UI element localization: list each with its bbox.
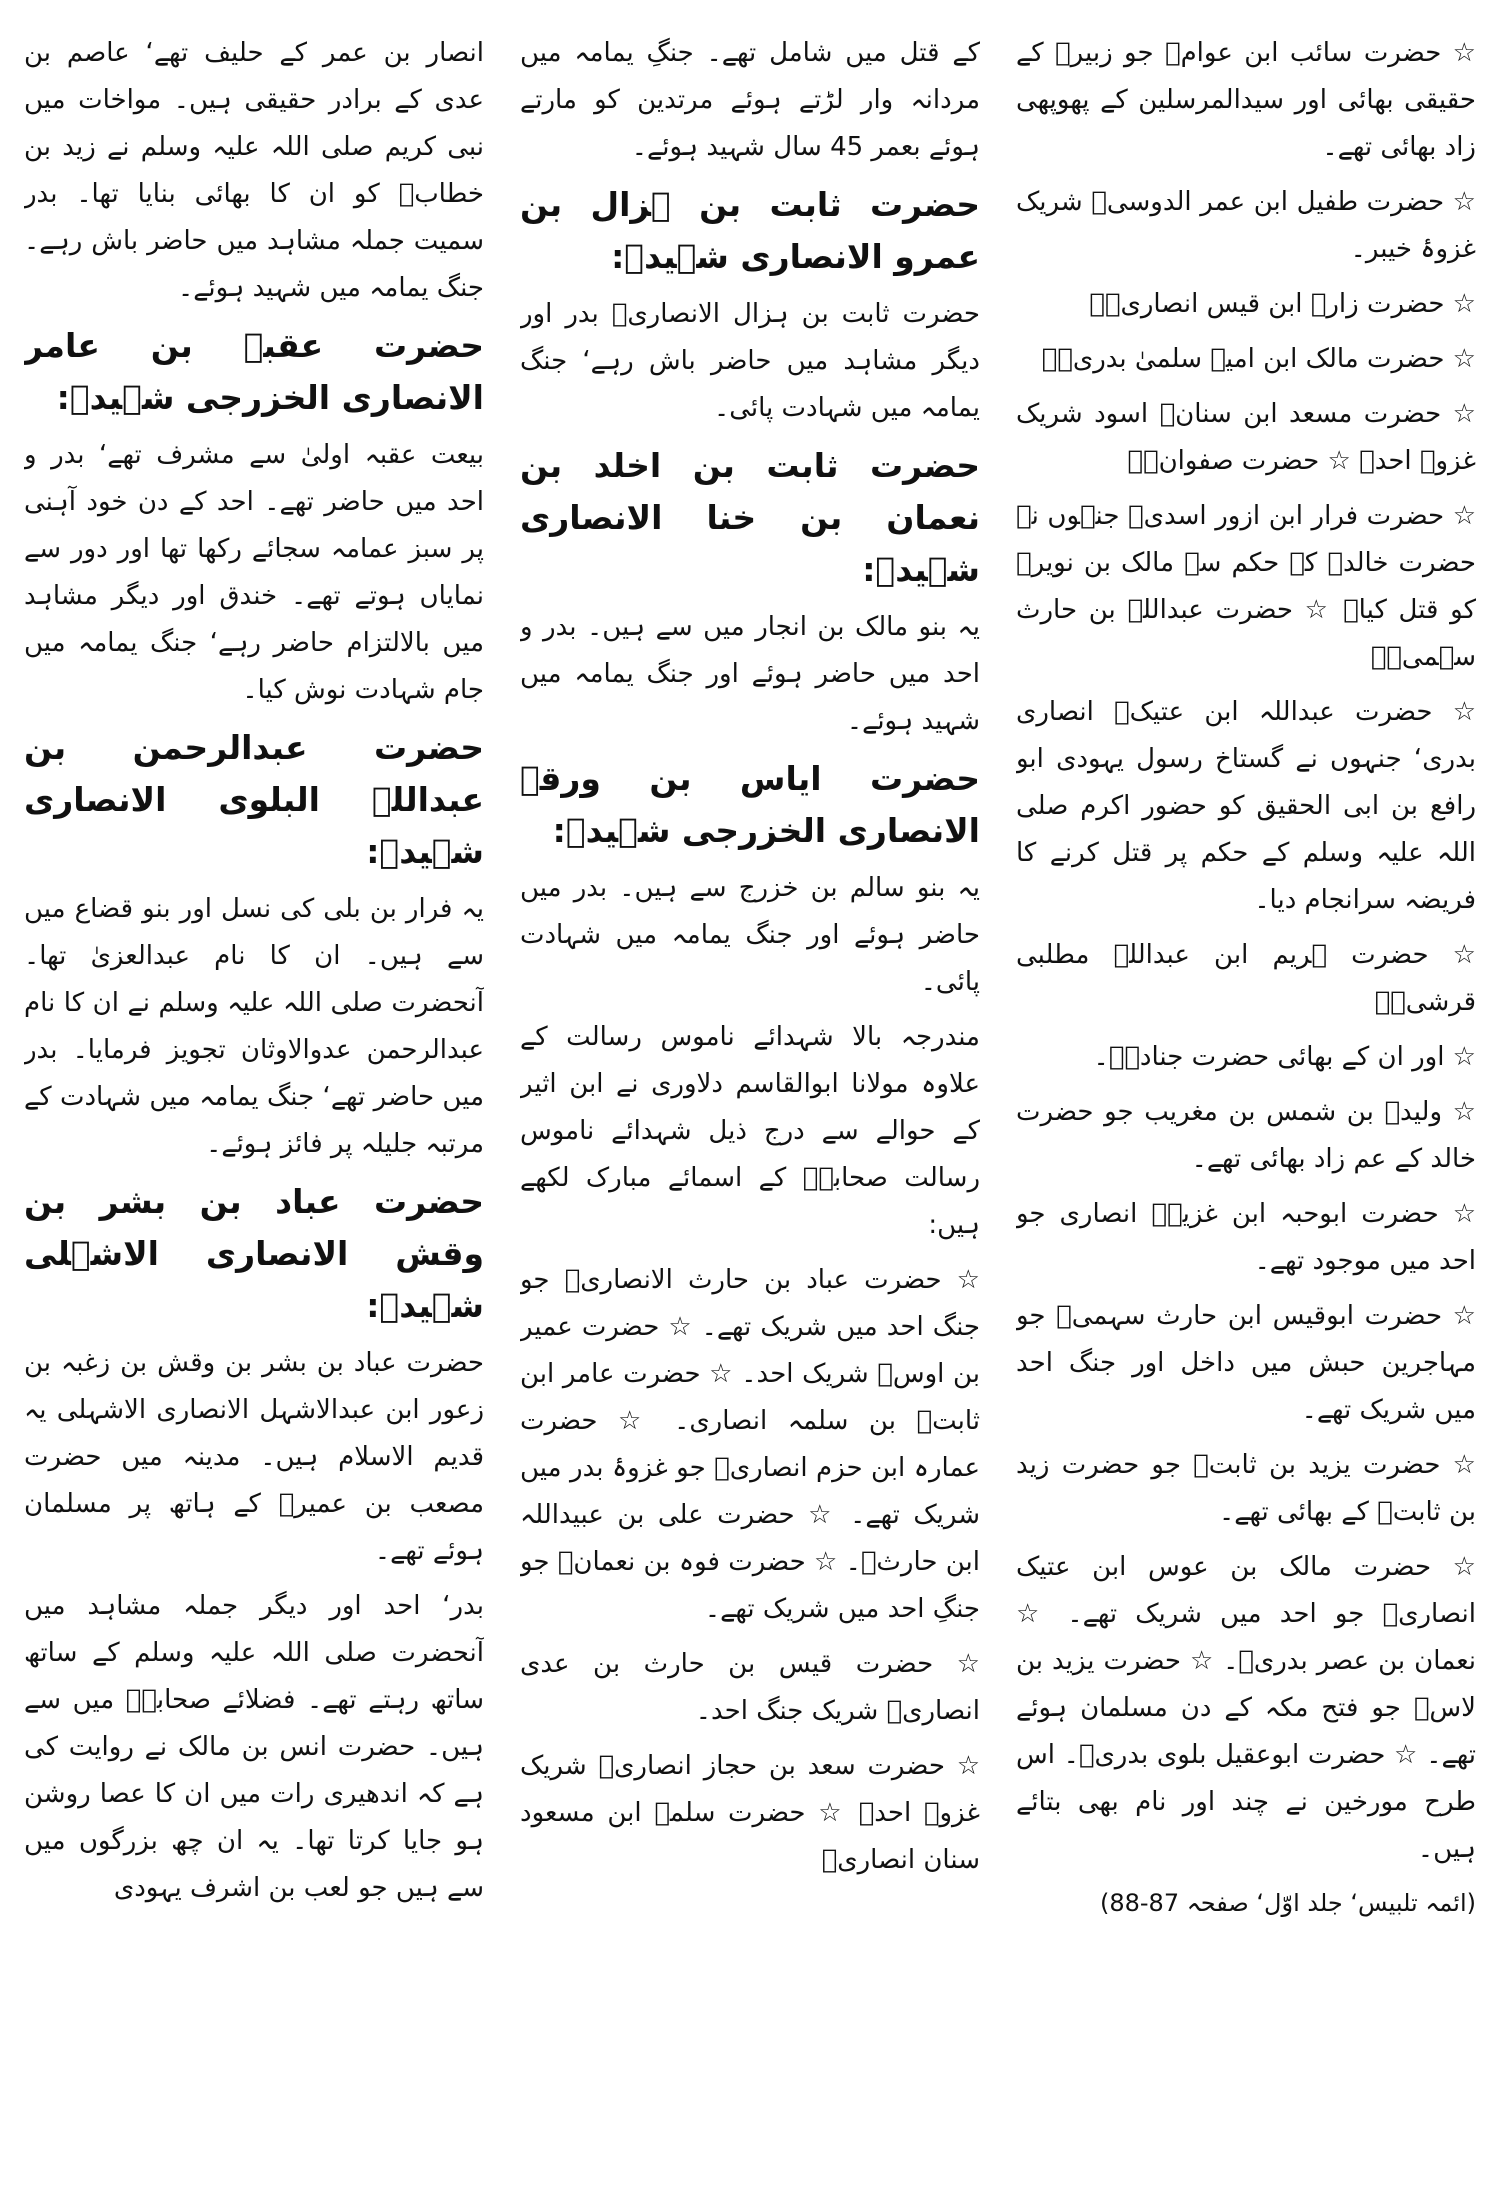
column-left	[1016, 30, 1476, 2180]
section-heading: حضرت ثابت بن اخلد بن نعمان بن خنا الانصاری شہیدؓ:	[520, 446, 980, 589]
list-item: ☆ ولیدؓ بن شمس بن مغریب جو حضرت خالد کے عم زاد بھائی تھے۔	[1016, 1097, 1476, 1174]
list-item: ☆ حضرت قیس بن حارث بن عدی انصاریؓ شریک جنگ احد۔	[520, 1649, 980, 1726]
list-item: ☆ حضرت سعد بن حجاز انصاریؓ شریک غزوۂ احد۔ ☆ حضرت سلمہ ابن مسعود سنان انصاریؓ	[520, 1751, 980, 1875]
body-paragraph: حضرت ثابت بن ہزال الانصاریؓ بدر اور دیگر مشاہد میں حاضر باش رہے‘ جنگ یمامہ میں شہادت پائی۔	[520, 299, 980, 423]
list-item: ☆ حضرت مالک ابن امیہ سلمیٰ بدریؓ۔	[1041, 344, 1476, 374]
section-heading: حضرت عقبہ بن عامر الانصاری الخزرجی شہیدؓ:	[24, 326, 484, 417]
body-paragraph: یہ بنو مالک بن انجار میں سے ہیں۔ بدر و احد میں حاضر ہوئے اور جنگ یمامہ میں شہید ہوئے۔	[520, 612, 980, 736]
body-paragraph: انصار بن عمر کے حلیف تھے‘ عاصم بن عدی کے برادر حقیقی ہیں۔ مواخات میں نبی کریم صلی اللہ علیہ وسلم نے زید بن خطابؓ کو ان کا بھائی بنایا تھا۔ بدر سمیت جملہ مشاہد میں حاضر باش رہے۔ جنگ یمامہ میں شہید ہوئے۔	[24, 38, 484, 303]
section-heading: حضرت ثابت بن ہزال بن عمرو الانصاری شہیدؓ:	[520, 185, 980, 276]
column-middle	[520, 30, 980, 2180]
body-paragraph: حضرت عباد بن بشر بن وقش بن زغبہ بن زعور ابن عبدالاشہل الانصاری الاشہلی یہ قدیم الاسلام ہیں۔ مدینہ میں حضرت مصعب بن عمیرؓ کے ہاتھ پر مسلمان ہوئے تھے۔	[24, 1348, 484, 1566]
body-paragraph: بدر‘ احد اور دیگر جملہ مشاہد میں آنحضرت صلی اللہ علیہ وسلم کے ساتھ ساتھ رہتے تھے۔ فضلائے صحابہؓ میں سے ہیں۔ حضرت انس بن مالک نے روایت کی ہے کہ اندھیری رات میں ان کا عصا روشن ہو جایا کرتا تھا۔ یہ ان چھ بزرگوں میں سے ہیں جو لعب بن اشرف یہودی	[24, 1591, 484, 1903]
body-paragraph: یہ فرار بن بلی کی نسل اور بنو قضاع میں سے ہیں۔ ان کا نام عبدالعزیٰ تھا۔ آنحضرت صلی اللہ علیہ وسلم نے ان کا نام عبدالرحمن عدوالاوثان تجویز فرمایا۔ بدر میں حاضر تھے‘ جنگ یمامہ میں شہادت کے مرتبہ جلیلہ پر فائز ہوئے۔	[24, 894, 484, 1159]
list-item: ☆ حضرت ہریم ابن عبداللہ مطلبی قرشیؓ۔	[1016, 940, 1476, 1017]
body-paragraph: کے قتل میں شامل تھے۔ جنگِ یمامہ میں مردانہ وار لڑتے ہوئے مرتدین کو مارتے ہوئے بعمر 45 سال شہید ہوئے۔	[520, 38, 980, 162]
list-item: ☆ حضرت ابوحبہ ابن غزیہؓ انصاری جو احد میں موجود تھے۔	[1016, 1199, 1476, 1276]
list-item: ☆ حضرت سائب ابن عوامؓ جو زبیرؓ کے حقیقی بھائی اور سیدالمرسلین کے پھوپھی زاد بھائی تھے۔	[1016, 38, 1476, 162]
section-heading: حضرت عباد بن بشر بن وقش الانصاری الاشہلی شہیدؓ:	[24, 1182, 484, 1325]
list-item: ☆ حضرت زارہ ابن قیس انصاریؓ۔	[1089, 289, 1476, 319]
list-item: ☆ حضرت عباد بن حارث الانصاریؓ جو جنگ احد میں شریک تھے۔ ☆ حضرت عمیر بن اوسؓ شریک احد۔ ☆ حضرت عامر ابن ثابتؓ بن سلمہ انصاری۔ ☆ حضرت عمارہ ابن حزم انصاریؓ جو غزوۂ بدر میں شریک تھے۔ ☆ حضرت علی بن عبیداللہ ابن حارثؓ۔ ☆ حضرت فوہ بن نعمانؓ جو جنگِ احد میں شریک تھے۔	[520, 1265, 980, 1624]
list-item: ☆ حضرت ابوقیس ابن حارث سہمیؓ جو مہاجرین حبش میں داخل اور جنگ احد میں شریک تھے۔	[1016, 1301, 1476, 1425]
list-item: ☆ حضرت مالک بن عوس ابن عتیک انصاریؓ جو احد میں شریک تھے۔ ☆ نعمان بن عصر بدریؓ۔ ☆ حضرت یزید بن لاسؓ جو فتح مکہ کے دن مسلمان ہوئے تھے۔ ☆ حضرت ابوعقیل بلوی بدریؓ۔ اس طرح مورخین نے چند اور نام بھی بتائے ہیں۔	[1016, 1552, 1476, 1864]
list-item: ☆ حضرت عبداللہ ابن عتیکؓ انصاری بدری‘ جنہوں نے گستاخ رسول یہودی ابو رافع بن ابی الحقیق کو حضور اکرم صلی اللہ علیہ وسلم کے حکم پر قتل کرنے کا فریضہ سرانجام دیا۔	[1016, 697, 1476, 915]
body-paragraph: مندرجہ بالا شہدائے ناموس رسالت کے علاوہ مولانا ابوالقاسم دلاوری نے ابن اثیر کے حوالے سے درج ذیل شہدائے ناموس رسالت صحابہؓ کے اسمائے مبارک لکھے ہیں:	[520, 1022, 980, 1240]
column-right	[24, 30, 484, 2180]
list-item: ☆ حضرت طفیل ابن عمر الدوسیؓ شریک غزوۂ خیبر۔	[1016, 187, 1476, 264]
list-item: ☆ حضرت مسعد ابن سنانؓ اسود شریک غزوۂ احد۔ ☆ حضرت صفوانؓ۔	[1016, 399, 1476, 476]
list-item: ☆ حضرت یزید بن ثابتؓ جو حضرت زید بن ثابتؓ کے بھائی تھے۔	[1016, 1450, 1476, 1527]
list-item: ☆ اور ان کے بھائی حضرت جنادہؓ۔	[1093, 1042, 1476, 1072]
body-paragraph: یہ بنو سالم بن خزرج سے ہیں۔ بدر میں حاضر ہوئے اور جنگ یمامہ میں شہادت پائی۔	[520, 873, 980, 997]
section-heading: حضرت ایاس بن ورقہ الانصاری الخزرجی شہیدؓ:	[520, 759, 980, 850]
reference-citation: (ائمہ تلبیس‘ جلد اوّل‘ صفحہ 87-88)	[1099, 1889, 1476, 1917]
list-item: ☆ حضرت فرار ابن ازور اسدیؓ جنہوں نے حضرت خالدؓ کے حکم سے مالک بن نویرہ کو قتل کیا۔ ☆ حضرت عبداللہ بن حارث سہمیؓ۔	[1016, 501, 1476, 672]
body-paragraph: بیعت عقبہ اولیٰ سے مشرف تھے‘ بدر و احد میں حاضر تھے۔ احد کے دن خود آہنی پر سبز عمامہ سجائے رکھا تھا اور دور سے نمایاں ہوتے تھے۔ خندق اور دیگر مشاہد میں بالالتزام حاضر رہے‘ جنگ یمامہ میں جام شہادت نوش کیا۔	[24, 440, 484, 705]
section-heading: حضرت عبدالرحمن بن عبداللہ البلوی الانصاری شہیدؓ:	[24, 728, 484, 871]
